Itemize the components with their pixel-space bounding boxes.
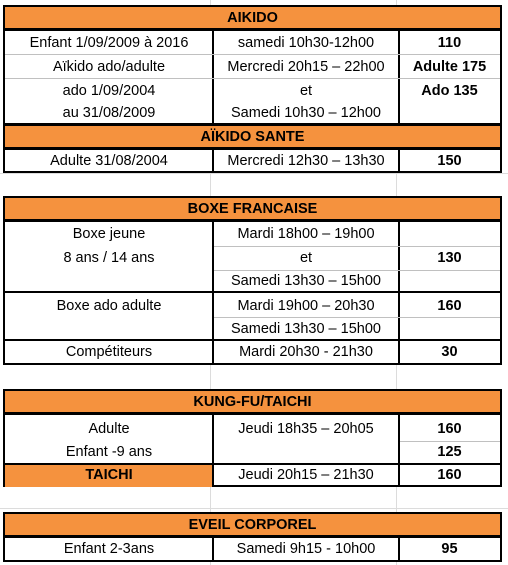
aikido-row-3-category: ado 1/09/2004 [62,83,156,99]
kungfu-row-1-price: 160 [437,421,462,437]
eveil-price: 95 [441,541,458,557]
boxe-header [3,196,502,221]
kungfu-block [3,413,502,487]
boxe-row-5-schedule: Samedi 13h30 – 15h00 [231,321,381,337]
aikido-sante-header [3,124,502,149]
eveil-header [3,512,502,537]
row-divider [5,78,500,79]
eveil-block [3,536,502,562]
boxe-row-2-category: 8 ans / 14 ans [63,250,155,266]
boxe-row-2-price: 130 [437,250,462,266]
boxe-row-2-schedule: et [299,250,313,266]
kungfu-header [3,389,502,414]
eveil-schedule: Samedi 9h15 - 10h00 [236,541,376,557]
aikido-row-4-schedule: Samedi 10h30 – 12h00 [231,105,381,121]
aikido-sante-title: AÏKIDO SANTE [200,128,305,145]
aikido-row-1-price: 110 [437,34,462,51]
kungfu-title: KUNG-FU/TAICHI [193,393,312,410]
kungfu-row-1-category: Adulte [88,421,130,437]
kungfu-row-3-schedule: Jeudi 20h15 – 21h30 [238,467,374,483]
aikido-row-4-category: au 31/08/2009 [62,105,156,121]
kungfu-row-3-price: 160 [437,467,462,483]
aikido-title: AIKIDO [227,9,278,26]
grid-row-line [0,173,508,174]
aikido-row-2-category: Aïkido ado/adulte [52,58,166,75]
aikido-row-3-schedule: et [299,83,313,99]
boxe-row-6-schedule: Mardi 20h30 - 21h30 [239,344,373,360]
boxe-row-4-price: 160 [437,297,462,314]
boxe-title: BOXE FRANCAISE [187,200,318,217]
aikido-row-2-schedule: Mercredi 20h15 – 22h00 [227,58,385,75]
aikido-sante-schedule: Mercredi 12h30 – 13h30 [227,152,385,169]
kungfu-row-1-schedule: Jeudi 18h35 – 20h05 [238,421,374,437]
boxe-row-4-schedule: Mardi 19h00 – 20h30 [237,297,375,314]
boxe-block [3,220,502,365]
aikido-row-3-price: Ado 135 [421,83,478,99]
boxe-row-6-price: 30 [441,344,458,360]
kungfu-row-2-price: 125 [437,444,462,460]
aikido-row-2-price: Adulte 175 [412,58,487,75]
aikido-header [3,5,502,30]
boxe-row-1-schedule: Mardi 18h00 – 19h00 [237,226,375,242]
aikido-row-1-category: Enfant 1/09/2009 à 2016 [29,34,189,51]
kungfu-row-2-category: Enfant -9 ans [65,444,153,460]
kungfu-row-3-category: TAICHI [85,467,133,483]
grid-row-line [0,508,508,509]
boxe-row-4-category: Boxe ado adulte [56,297,162,314]
boxe-row-6-category: Compétiteurs [65,344,153,360]
aikido-sante-category: Adulte 31/08/2004 [50,152,168,169]
boxe-row-3-schedule: Samedi 13h30 – 15h00 [231,273,381,289]
aikido-sante-price: 150 [437,152,462,169]
aikido-block [3,29,502,125]
eveil-category: Enfant 2-3ans [63,541,155,557]
boxe-row-1-category: Boxe jeune [72,226,146,242]
eveil-title: EVEIL CORPOREL [188,516,317,533]
aikido-row-1-schedule: samedi 10h30-12h00 [237,34,375,51]
aikido-sante-block [3,148,502,173]
